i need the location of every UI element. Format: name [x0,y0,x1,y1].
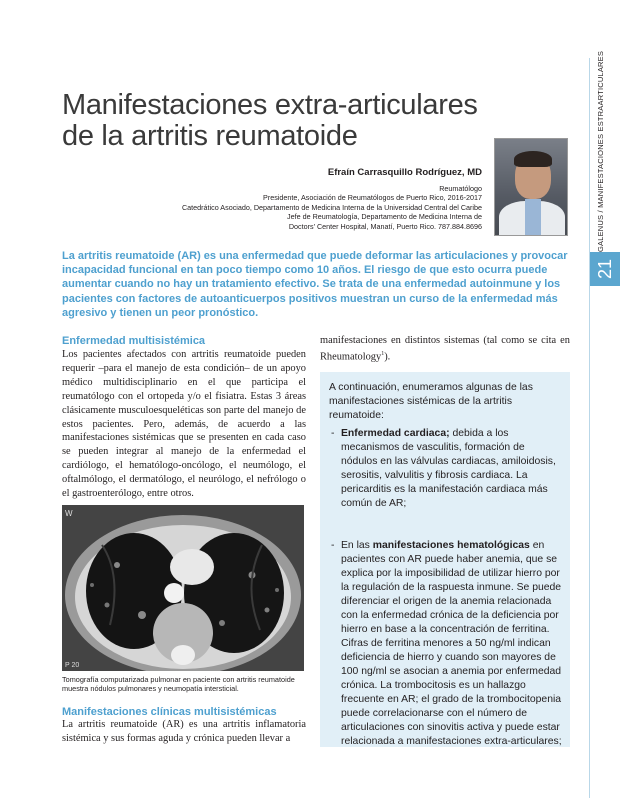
callout-item-cardiac [329,427,562,511]
ct-scan-graphic [62,505,304,671]
ct-label-top: W [65,509,73,518]
item-text: en pacientes con AR puede haber anemia, que se explica por la imposibilidad de utilizar hierro por la regulación de la raspuesta inmune. Se puede diferenciar el origen de la anemia relacionada con la enfermedad crónica de la deficiencia por hierro en base a la concentración de ferritina. Cifras de ferritina menores a 50 ng/ml indican deficiencia de hierro y cuando son mayores de 100 ng/ml se asocian a anemia por enfermedad crónica. La trombocitosis es un hallazgo frecuente en AR; el grado de la trombocitopenia puede correlacionarse con el número de articulaciones con sinovitis activa y puede estar relacionada a manifestaciones extra-articulares; [341,540,562,747]
author-name: Efraín Carrasquillo Rodríguez, MD [327,167,482,178]
sidebar-tab [590,0,620,802]
continuation-main: manifestaciones en distintos sistemas (tal como se cita en Rheumatology [320,335,570,363]
reference-superscript: 1 [381,350,385,357]
author-block [130,167,482,231]
section-heading-clinical: Manifestaciones clínicas multisistémicas [62,706,277,718]
author-line: Catedrático Asociado, Departamento de Medicina Interna de la Universidad Central del Caribe [181,202,482,212]
section-paragraph: Los pacientes afectados con artritis reumatoide pueden requerir –para el manejo de esta condición– de un apoyo médico multidisciplinario en el que participa el reumatólogo con el ortopeda y/o el fisiatra. Estas 3 áreas clásicamente musculoesqueléticas son parte del manejo de estos pacientes. Pero, además, de acuerdo a las manifestaciones sistémicas que se presenten en cada caso se pueden integrar al manejo de la enfermedad el cardiólogo, el hematólogo-oncólogo, el neumólogo, el oftalmólogo, el dermatólogo, el neurólogo, el nefrólogo o el gastroenterólogo, entre otros. [62,349,306,500]
title-line-2: de la artritis reumatoide [62,120,358,152]
photo-hair [514,151,552,167]
title-line-1: Manifestaciones extra-articulares [62,89,478,121]
callout-intro: A continuación, enumeramos algunas de las manifestaciones sistémicas de la artritis reumatoide: [329,382,533,421]
bullet-dash: - [331,540,335,551]
bullet-dash: - [331,428,335,439]
abstract: La artritis reumatoide (AR) es una enfermedad que puede deformar las articulaciones y provocar incapacidad funcional en tan poco tiempo como 10 años. El riesgo de que esto ocurra puede aumentar cuando no hay un tratamiento efectivo. Se trata de una enfermedad autoinmune y los pacientes con factores de autoanticuerpos positivos muestran un curso de la enfermedad más agresivo y tienen un peor pronóstico. [62,250,568,319]
continuation-text [320,334,570,364]
manifestations-callout [320,372,570,747]
section-heading: Enfermedad multisistémica [62,335,206,347]
item-text: debida a los mecanismos de vasculitis, formación de nódulos en las válvulas cardiacas, amiloidosis, serositis, valvulitis y fibrosis cardiaca. La pericarditis es la manifestación cardiaca más común de AR; [341,428,556,509]
photo-shirt [525,199,541,236]
callout-item-hematologic [329,539,562,749]
ct-scan-image [62,505,304,671]
section-paragraph-clinical: La artritis reumatoide (AR) es una artritis inflamatoria sistémica y sus formas aguda y crónica pueden llevar a [62,719,306,744]
author-line: Reumatólogo [439,184,482,193]
item-bold: manifestaciones hematológicas [372,540,530,551]
item-spacer [329,511,562,539]
ct-label-bottom: P 20 [65,662,80,669]
page-number: 21 [595,258,615,280]
author-line: Jefe de Reumatología, Departamento de Medicina Interna de [287,212,482,222]
continuation-end: ). [384,351,391,363]
article-title [62,90,502,152]
figure-caption: Tomografía computarizada pulmonar en paciente con artritis reumatoide muestra nódulos pulmonares y neumopatía intersticial. [62,675,295,694]
item-lead: En las [341,540,373,551]
author-photo [494,138,568,236]
section-multisystemic [62,334,306,501]
author-line: Presidente, Asociación de Reumatólogos de Puerto Rico, 2016-2017 [263,193,482,203]
item-bold: Enfermedad cardiaca; [341,428,450,439]
sidebar-divider [589,58,590,798]
page-number-box [590,252,620,286]
running-head: GALENUS / MANIFESTACIONES ESTRAARTICULARES [596,50,605,252]
author-line: Doctors' Center Hospital, Manatí, Puerto Rico. 787.884.8696 [288,221,482,231]
